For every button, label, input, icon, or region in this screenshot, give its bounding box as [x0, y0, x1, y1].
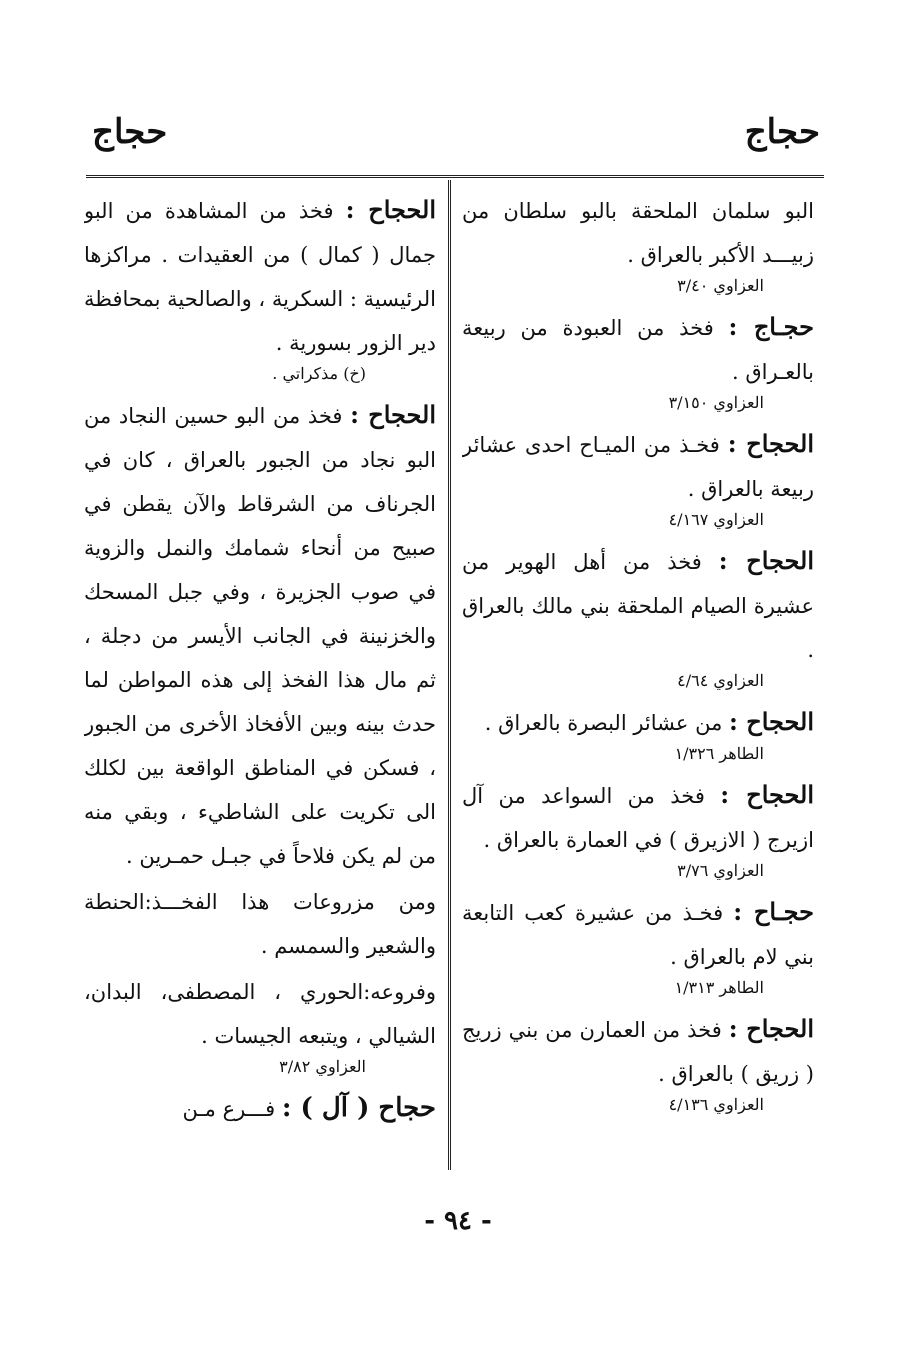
running-header-right: حجاج: [744, 112, 820, 152]
entry-headword: الحجاح :: [728, 1014, 814, 1043]
entry-reference: العزاوي ٣/١٥٠: [668, 393, 764, 412]
entry-text: من عشائر البصرة بالعراق .: [484, 711, 723, 735]
entry-reference: العزاوي ٤/٦٤: [677, 671, 764, 690]
entry-text: وفروعه:الحوري ، المصطفى، البدان، الشيالي ، ويتبعه الجيسات .: [84, 980, 436, 1048]
entry-text: فخذ من السواعد من آل ازيرج ( الازيرق ) في العمارة بالعراق .: [462, 784, 814, 852]
entry: [462, 539, 814, 694]
entry: [462, 422, 814, 533]
entry: [84, 880, 436, 968]
entry: [84, 1086, 436, 1131]
column-divider: [448, 180, 451, 1170]
entry-text: فخذ من البو حسين النجاد من البو نجاد من الجبور بالعراق ، كان في الجرناف من الشرقاط والآن يقطن في صبيح من أنحاء شمامك والنمل والزوية في صوب الجزيرة ، وفي جبل المسحك والخزنينة في الجانب الأيسر من دجلة ، ثم مال هذا الفخذ إلى هذه المواطن لما حدث بينه وبين الأفخاذ الأخرى من الجبور ، فسكن في المناطق الواقعة بين لكلك الى تكريت على الشاطيء ، وبقي منه من لم يكن فلاحاً في جبـل حمـرين .: [84, 404, 436, 868]
entry-headword: الحجاح :: [720, 780, 814, 809]
entry-reference: الطاهر ١/٣٢٦: [674, 744, 764, 763]
entry-headword: الحجاح :: [345, 195, 436, 224]
entry: [462, 1007, 814, 1118]
entry-headword: حجـاج :: [728, 312, 814, 341]
entry-text: ومن مزروعات هذا الفخـــذ:الحنطة والشعير والسمسم .: [84, 890, 436, 958]
entry-text: فخذ من أهل الهوير من عشيرة الصيام الملحقة بني مالك بالعراق .: [462, 550, 814, 662]
entry-reference: (خ) مذكراتي .: [272, 364, 366, 383]
header-rule: [86, 175, 824, 178]
entry-headword: حجـاح :: [733, 897, 814, 926]
running-header-left: حجاج: [92, 112, 168, 152]
entry: [462, 188, 814, 299]
entry-headword: الحجاح :: [350, 400, 436, 429]
entry-reference: العزاوي ٣/٨٢: [279, 1057, 366, 1076]
entry-text: فخـذ من الميـاح احدى عشائر ربيعة بالعراق .: [462, 433, 814, 501]
entry: [84, 970, 436, 1080]
page-number: - ٩٤ -: [424, 1206, 492, 1236]
entry: [462, 773, 814, 884]
entry-reference: العزاوي ٤/١٣٦: [668, 1095, 764, 1114]
entry-headword: الحجاح :: [729, 707, 814, 736]
entry: [84, 188, 436, 387]
entry-text: البو سلمان الملحقة بالبو سلطان من زبيـــد الأكبر بالعراق .: [462, 199, 814, 267]
entry-text: فخذ من المشاهدة من البو جمال ( كمال ) من العقيدات . مراكزها الرئيسية : السكرية ، والصالحية بمحافظة دير الزور بسورية .: [84, 199, 436, 355]
entry: [462, 700, 814, 767]
entry-reference: العزاوي ٤/١٦٧: [668, 510, 764, 529]
right-column: [462, 188, 814, 1178]
left-column: [84, 188, 436, 1188]
entry-reference: العزاوي ٣/٤٠: [677, 276, 764, 295]
entry-text: فخذ من العبودة من ربيعة بالعـراق .: [462, 316, 814, 384]
entry-reference: العزاوي ٣/٧٦: [677, 861, 764, 880]
entry: [84, 393, 436, 878]
entry-text: فـــرع مـن: [182, 1097, 276, 1121]
entry-text: فخـذ من عشيرة كعب التابعة بني لام بالعراق .: [462, 901, 814, 969]
entry-reference: الطاهر ١/٣١٣: [674, 978, 764, 997]
entry: [462, 305, 814, 416]
entry-headword: الحجاح :: [727, 429, 814, 458]
entry-headword: حجاح ( آل ) :: [281, 1093, 436, 1123]
entry-headword: الحجاح :: [718, 546, 814, 575]
entry-text: فخذ من العمارن من بني زريج ( زريق ) بالعراق .: [462, 1018, 814, 1086]
entry: [462, 890, 814, 1001]
